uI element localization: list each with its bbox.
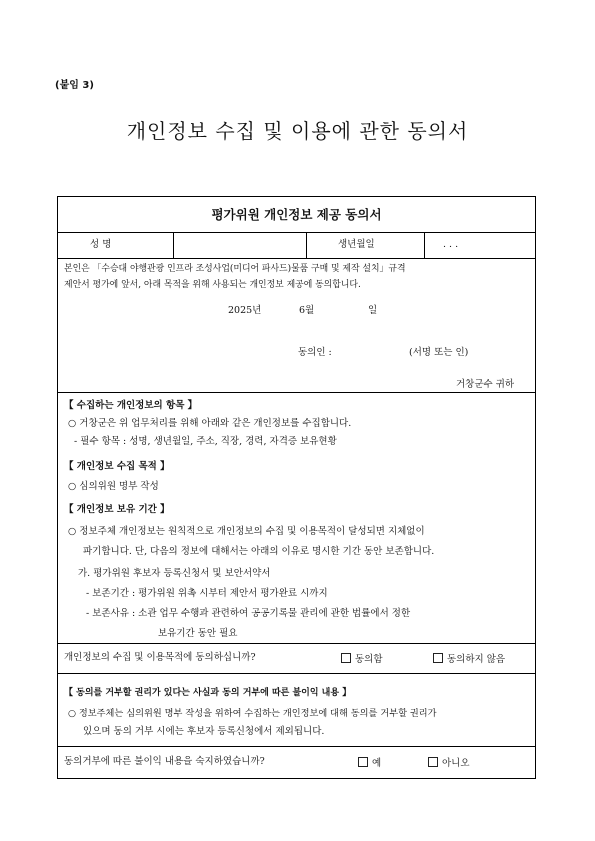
date-day: 일	[368, 305, 378, 316]
retention-line-6: 보유기간 동안 필요	[158, 628, 238, 639]
consent-statement-line-2: 제안서 평가에 앞서, 아래 목적을 위해 사용되는 개인정보 제공에 동의합니다.	[64, 280, 361, 290]
agree-label: 동의함	[355, 654, 383, 665]
retention-line-5: - 보존사유 : 소관 업무 수행과 관련하여 공공기록물 관리에 관한 법률에서 정한	[86, 608, 411, 619]
agree-option[interactable]	[341, 653, 383, 665]
divider	[424, 232, 425, 258]
yes-option[interactable]	[358, 757, 381, 769]
divider	[306, 232, 307, 258]
agree-checkbox[interactable]	[341, 653, 351, 663]
divider	[173, 232, 174, 258]
name-label: 성 명	[90, 239, 112, 250]
refusal-heading: 【 동의를 거부할 권리가 있다는 사실과 동의 거부에 따른 불이익 내용 】	[64, 688, 352, 698]
retention-line-4: - 보존기간 : 평가위원 위촉 시부터 제안서 평가완료 시까지	[86, 588, 328, 599]
disagree-option[interactable]	[433, 653, 505, 665]
divider	[58, 258, 535, 259]
items-line-1: ○ 거창군은 위 업무처리를 위해 아래와 같은 개인정보를 수집합니다.	[68, 418, 352, 429]
question-2-text: 동의거부에 따른 불이익 내용을 숙지하였습니까?	[64, 756, 265, 767]
birth-label: 생년월일	[338, 239, 375, 250]
yes-checkbox[interactable]	[358, 757, 368, 767]
consent-statement-line-1: 본인은 「수승대 야행관광 인프라 조성사업(미디어 파사드)물품 구매 및 제작 설치」규격	[64, 264, 406, 274]
form-box-title: 평가위원 개인정보 제공 동의서	[211, 207, 382, 222]
addressee: 거창군수 귀하	[456, 379, 515, 390]
consent-form	[57, 196, 536, 779]
disagree-checkbox[interactable]	[433, 653, 443, 663]
signature-hint: (서명 또는 인)	[409, 347, 469, 358]
divider	[58, 673, 535, 674]
retention-line-2: 파기합니다. 단, 다음의 정보에 대해서는 아래의 이유로 명시한 기간 동안 보존합니다.	[83, 546, 435, 557]
date-month: 6월	[299, 305, 315, 316]
divider	[58, 746, 535, 747]
signer-label: 동의인 :	[298, 347, 332, 358]
yes-label: 예	[372, 758, 382, 769]
no-option[interactable]	[428, 757, 470, 769]
purpose-heading: 【 개인정보 수집 목적 】	[64, 461, 170, 472]
items-heading: 【 수집하는 개인정보의 항목 】	[64, 400, 198, 411]
refusal-line-2: 있으며 동의 거부 시에는 후보자 등록신청에서 제외됩니다.	[83, 726, 325, 737]
disagree-label: 동의하지 않음	[447, 654, 506, 665]
no-label: 아니오	[442, 758, 470, 769]
question-1-text: 개인정보의 수집 및 이용목적에 동의하십니까?	[64, 652, 256, 663]
retention-line-3: 가. 평가위원 후보자 등록신청서 및 보안서약서	[78, 568, 271, 579]
divider	[58, 392, 535, 393]
divider	[58, 232, 535, 233]
purpose-line-1: ○ 심의위원 명부 작성	[68, 481, 159, 492]
attachment-label: (붙임 3)	[55, 80, 94, 91]
birth-field[interactable]: . . .	[443, 239, 459, 250]
refusal-line-1: ○ 정보주체는 심의위원 명부 작성을 위하여 수집하는 개인정보에 대해 동의를 거부할 권리가	[68, 708, 437, 719]
items-line-2: - 필수 항목 : 성명, 생년월일, 주소, 직장, 경력, 자격증 보유현황	[74, 436, 337, 447]
retention-heading: 【 개인정보 보유 기간 】	[64, 504, 170, 515]
document-title: 개인정보 수집 및 이용에 관한 동의서	[126, 119, 469, 143]
no-checkbox[interactable]	[428, 757, 438, 767]
date-year: 2025년	[228, 305, 262, 316]
divider	[58, 643, 535, 644]
retention-line-1: ○ 정보주체 개인정보는 원칙적으로 개인정보의 수집 및 이용목적이 달성되면 지체없이	[68, 526, 425, 537]
